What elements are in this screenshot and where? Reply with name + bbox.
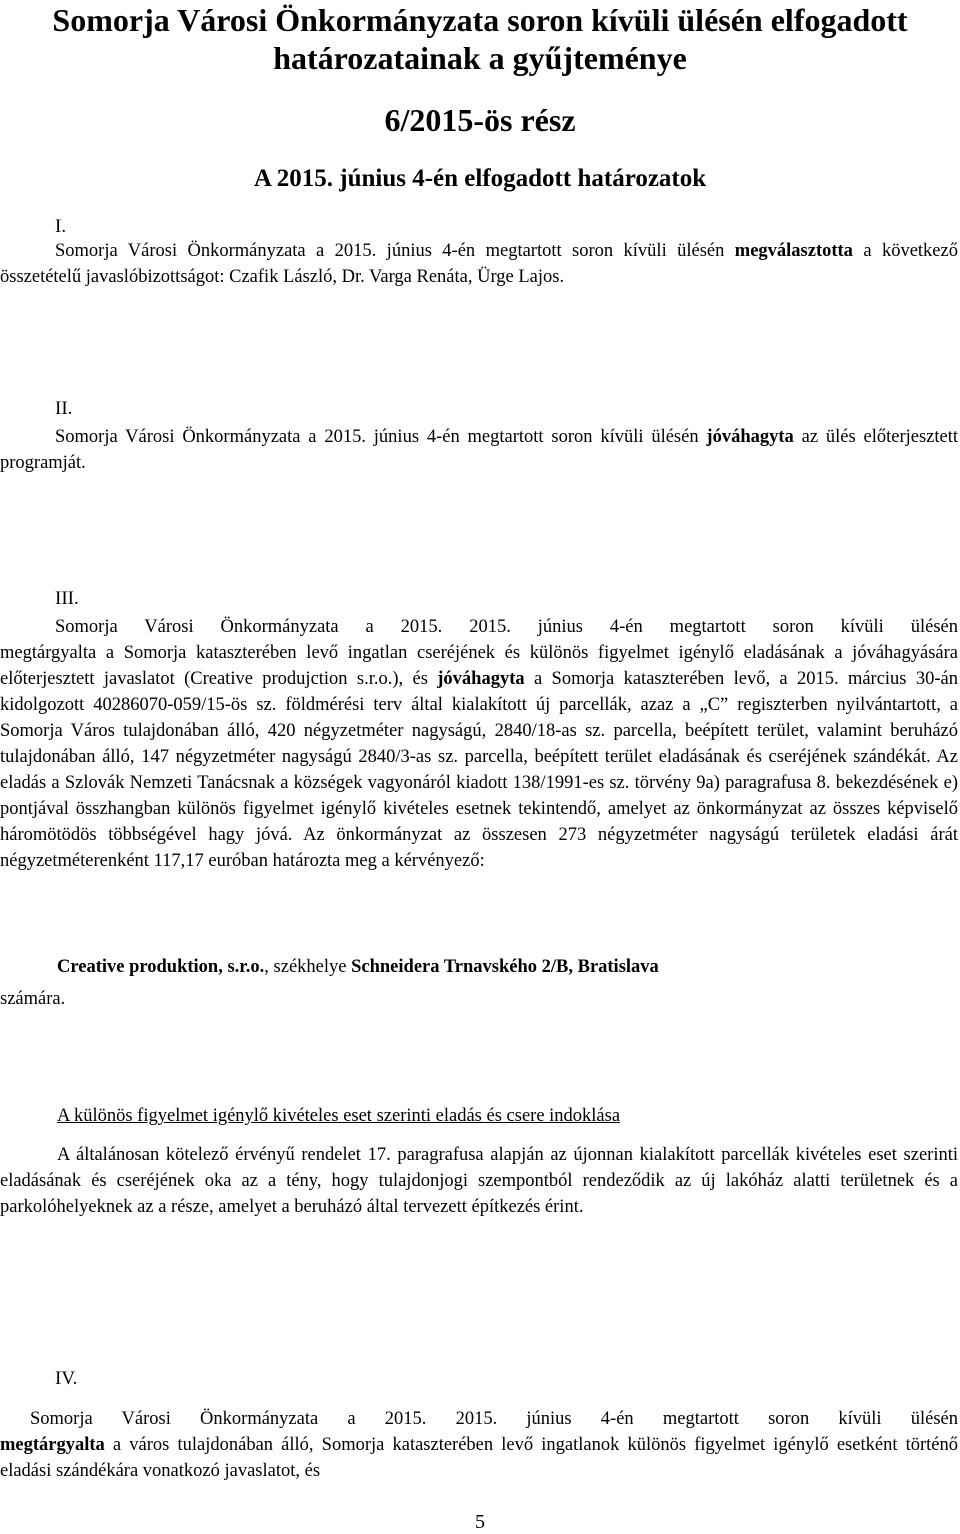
section-2-text — [0, 424, 958, 476]
section-3-bold: jóváhagyta — [437, 669, 525, 689]
section-3-text — [0, 640, 958, 874]
section-1-text-b: a következő összetételű javaslóbizottságot: Czafik László, Dr. Varga Renáta, Ürge Lajos. — [0, 241, 958, 287]
page-number: 5 — [475, 1511, 485, 1533]
document-title-line2: határozatainak a gyűjteménye — [273, 40, 687, 76]
section-1-text — [0, 238, 958, 290]
section-2-number: II. — [55, 398, 73, 419]
section-4-text — [0, 1432, 958, 1484]
section-1-number: I. — [55, 216, 67, 237]
section-2-bold: jóváhagyta — [706, 427, 794, 447]
part-number: 6/2015-ös rész — [384, 102, 576, 138]
section-3-text-a: megtárgyalta a Somorja kataszterében levő ingatlan cseréjének és különös figyelmet igénylő eladásának a jóváhagyására előterjesztett javaslatot (Creative produjction s.r.o.), és — [0, 643, 958, 689]
section-2-text-b: az ülés előterjesztett programját. — [0, 427, 958, 473]
justification-text: A általánosan kötelező érvényű rendelet 17. paragrafusa alapján az újonnan kialakított parcellák kivételes eset szerinti eladásának és cseréjének oka az a tény, hogy tulajdonjogi szempontból rendeződik az új lakóház alatti területnek és a parkolóhelyeknek az a része, amelyet a beruházó által tervezett építkezés érint. — [0, 1145, 958, 1217]
section-4-line1: Somorja Városi Önkormányzata a 2015. 2015. június 4-én megtartott soron kívüli ülésén — [30, 1409, 958, 1429]
section-1-bold: megválasztotta — [734, 241, 853, 261]
section-4-text-b: a város tulajdonában álló, Somorja kataszterében levő ingatlanok különös figyelmet igénylő esetként történő eladási szándékára vonatkozó javaslatot, és — [0, 1435, 958, 1481]
resolutions-date-heading: A 2015. június 4-én elfogadott határozatok — [253, 165, 707, 192]
section-3-text-b: a Somorja kataszterében levő, a 2015. március 30-án kidolgozott 40286070-059/15-ös sz. földmérési terv által kialakított új parcellák, azaz a „C” regiszterben nyilvántartott, a Somorja Város tulajdonában álló, 420 négyzetméter nagyságú, 2840/18-as sz. parcella, beépített terület, valamint beruházó tulajdonában álló, 147 négyzetméter nagyságú 2840/3-as sz. parcella, beépített terület eladásának és cseréjének szándékát. Az eladás a Szlovák Nemzeti Tanácsnak a községek vagyonáról kiadott 138/1991-es sz. törvény 9a) paragrafusa 8. bekezdésének e) pontjával összhangban különös figyelmet igénylő kivételes esetnek tekintendő, amelyet az önkormányzat az összes képviselő háromötödös többségével hagy jóvá. Az önkormányzat az összesen 273 négyzetméter nagyságú területek eladási árát négyzetméterenként 117,17 euróban határozta meg a kérvényező: — [0, 669, 958, 871]
buyer-end: számára. — [0, 989, 66, 1009]
section-2-text-a: Somorja Városi Önkormányzata a 2015. június 4-én megtartott soron kívüli ülésén — [55, 427, 707, 447]
section-4-number: IV. — [55, 1368, 78, 1389]
buyer-address: Schneidera Trnavského 2/B, Bratislava — [351, 957, 659, 977]
justification-heading — [57, 1103, 957, 1129]
buyer-mid: , székhelye — [264, 957, 352, 977]
section-3-number: III. — [55, 588, 79, 609]
buyer-line — [57, 954, 957, 980]
section-4-bold: megtárgyalta — [0, 1435, 105, 1455]
section-1-text-a: Somorja Városi Önkormányzata a 2015. június 4-én megtartott soron kívüli ülésén — [55, 241, 735, 261]
justification-heading-text: A különös figyelmet igénylő kivételes eset szerinti eladás és csere indoklása — [57, 1106, 621, 1126]
document-title-line1: Somorja Városi Önkormányzata soron kívüli ülésén elfogadott — [52, 2, 908, 38]
buyer-name: Creative produktion, s.r.o. — [57, 957, 265, 977]
section-3-line1: Somorja Városi Önkormányzata a 2015. 2015. június 4-én megtartott soron kívüli ülésén — [55, 617, 958, 637]
